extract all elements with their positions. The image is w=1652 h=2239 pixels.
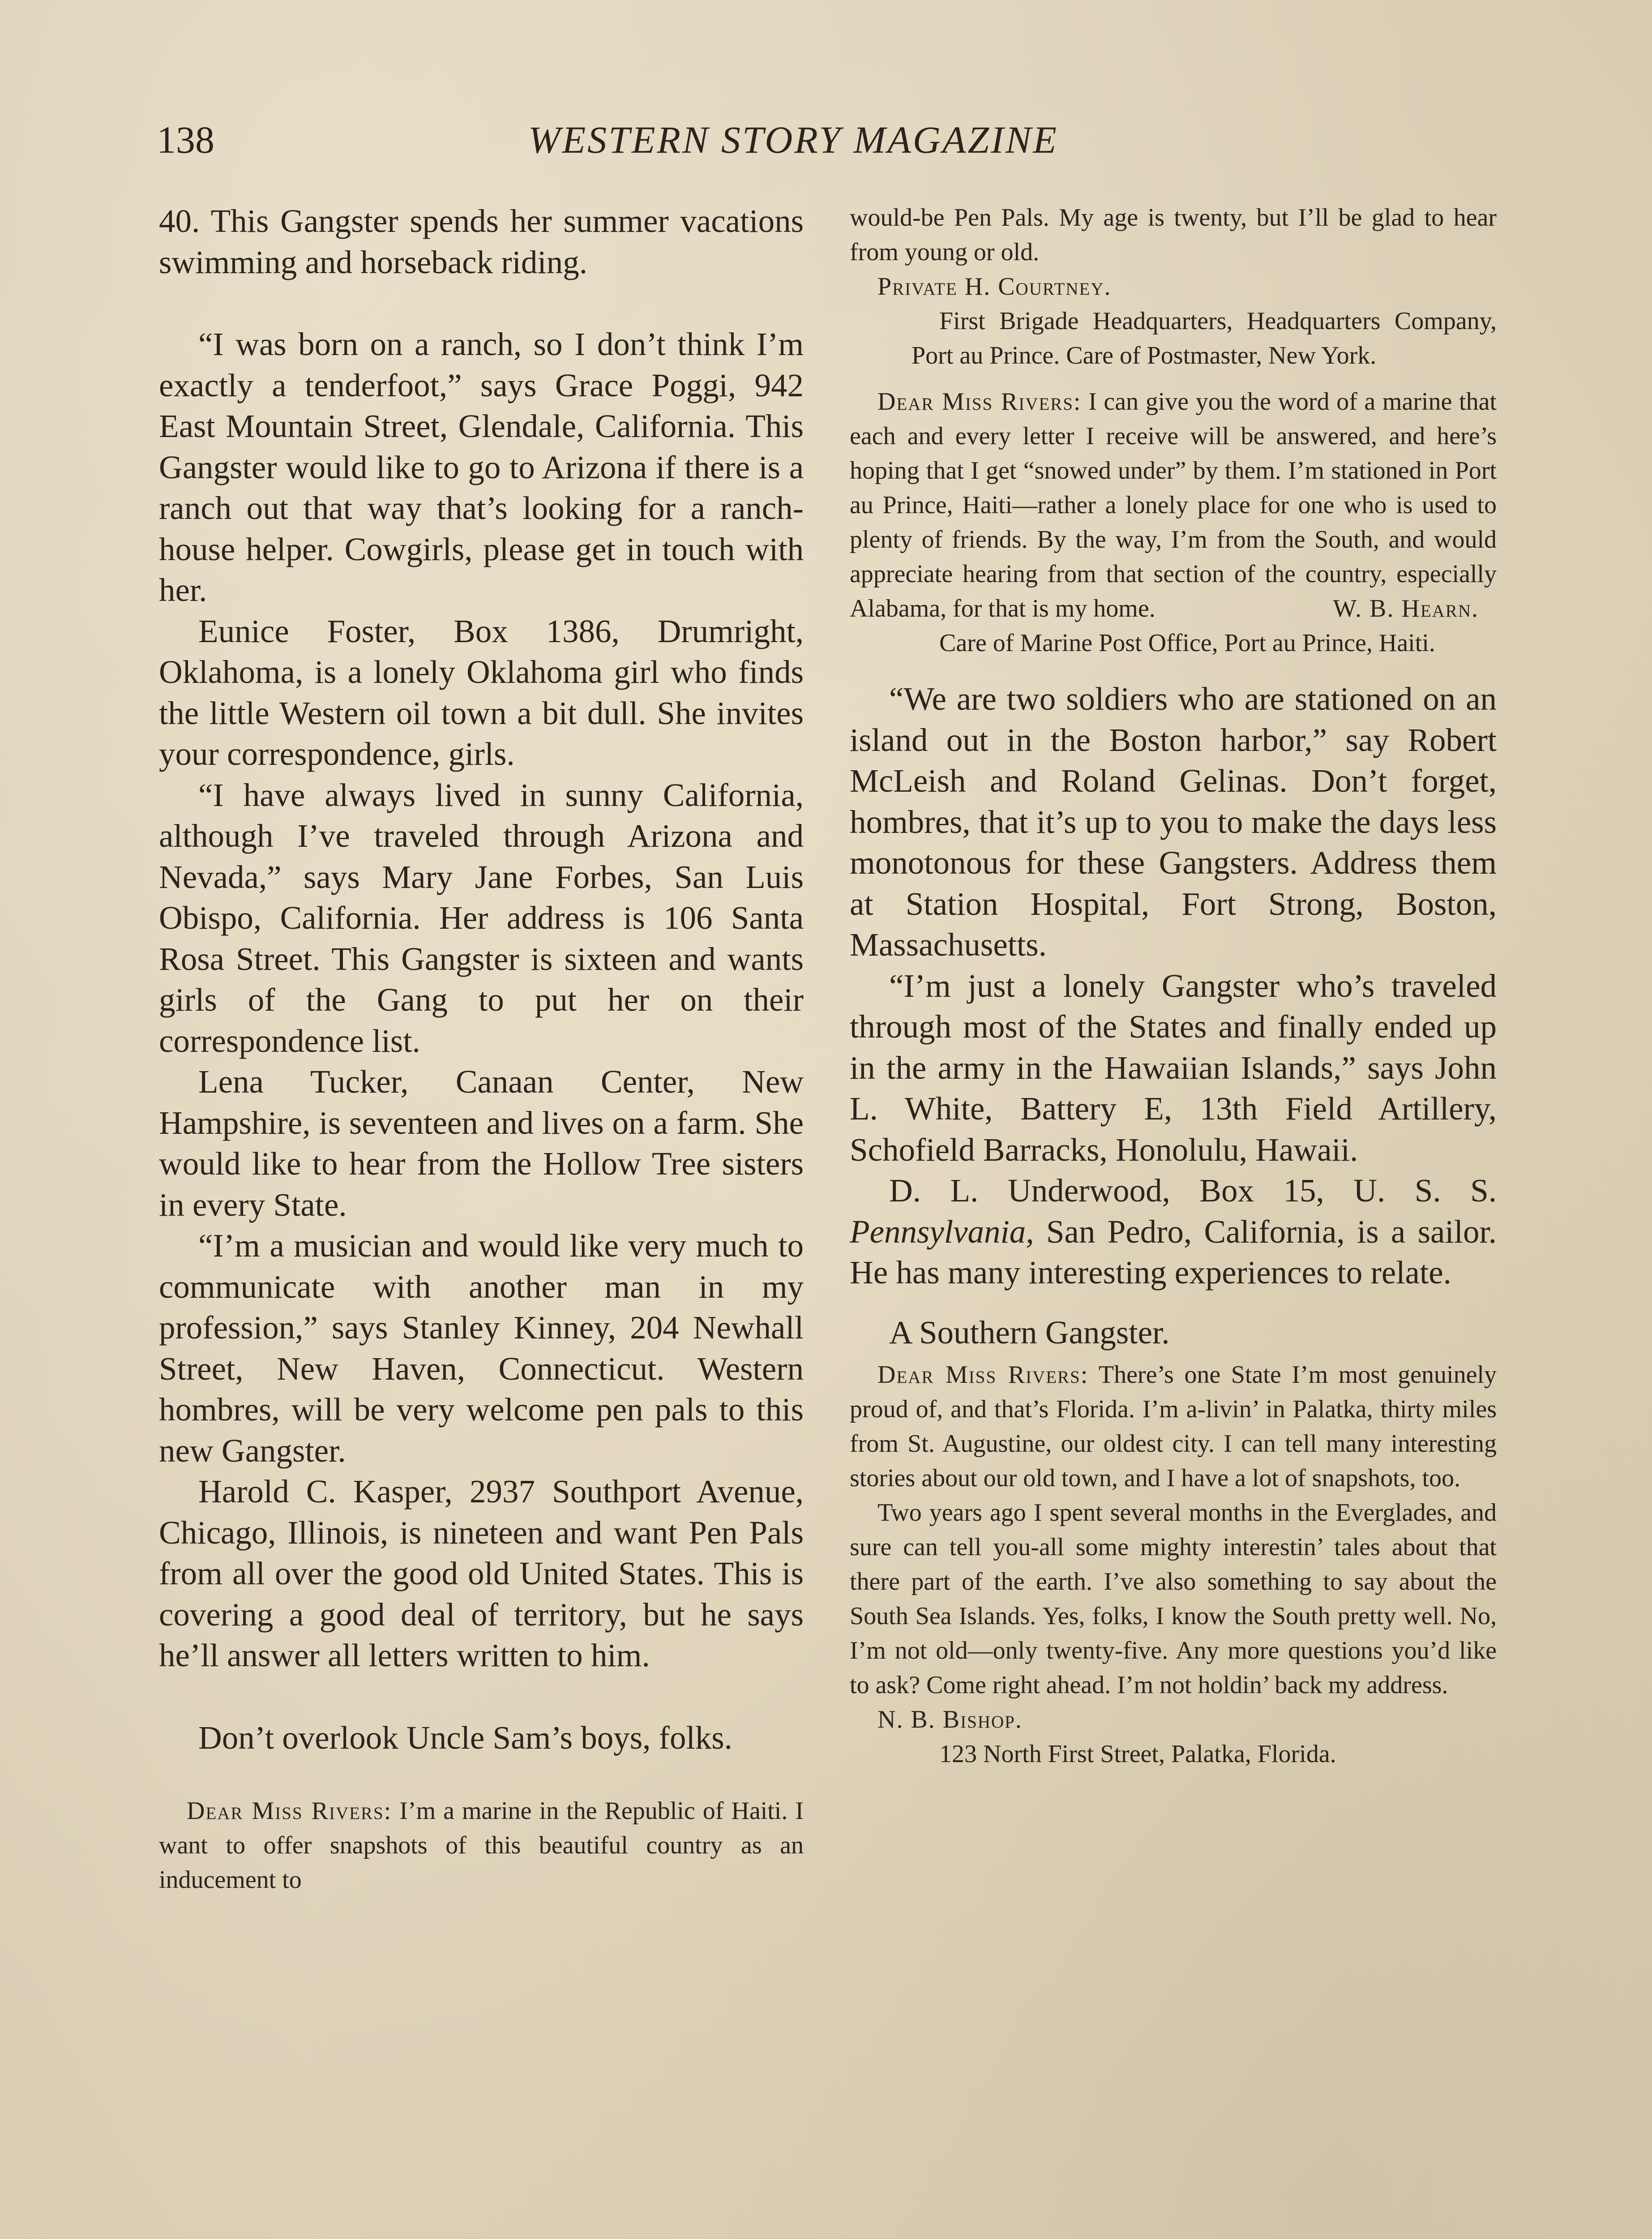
- paragraph: [850, 1170, 1497, 1293]
- paragraph: Don’t overlook Uncle Sam’s boys, folks.: [198, 1719, 732, 1756]
- letter: [850, 1358, 1497, 1771]
- page-header: [157, 117, 1500, 171]
- letter-text: I’m a marine in the Republic of Haiti. I want to offer snapshots of this beautiful country as an inducement to: [159, 1797, 804, 1894]
- letter-text: I can give you the word of a marine that each and every letter I receive will be answered, and here’s hoping that I get “snowed under” by them. I’m stationed in Port au Prince, Haiti—rather a lonely place for one who is used to plenty of friends. By the way, I’m from the South, and would appreciate hearing from that section of the country, especially Alabama, for that is my home.: [850, 388, 1497, 622]
- paragraph-text: San Pedro, California, is a sailor. He has many interesting experiences to relate.: [850, 1213, 1497, 1291]
- page-number: 138: [157, 118, 214, 161]
- letter-address: Care of Marine Post Office, Port au Prince, Haiti.: [939, 629, 1435, 657]
- paragraph: Eunice Foster, Box 1386, Drumright, Oklahoma, is a lonely Oklahoma girl who finds the little Western oil town a bit dull. She invites your correspondence, girls.: [159, 613, 804, 772]
- paragraph: Harold C. Kasper, 2937 Southport Avenue, Chicago, Illinois, is nineteen and want Pen Pals from all over the good old United States. This is covering a good deal of territory, but he says he’ll answer all letters written to him.: [159, 1473, 804, 1673]
- letter-body: Two years ago I spent several months in the Everglades, and sure can tell you-all some mighty interestin’ tales about that there part of the earth. I’ve also something to say about the South Sea Islands. Yes, folks, I know the South pretty well. No, I’m not old—only twenty-five. Any more questions you’d like to ask? Come right ahead. I’m not holdin’ back my address.: [850, 1498, 1497, 1699]
- letter-body: [850, 385, 1497, 626]
- paragraph: “I was born on a ranch, so I don’t think I’m exactly a tenderfoot,” says Grace Poggi, 942 East Mountain Street, Glendale, California. This Gangster would like to go to Arizona if there is a ranch out that way that’s looking for a ranch-house helper. Cowgirls, please get in touch with her.: [159, 326, 804, 608]
- paragraph: “I’m a musician and would like very much to communicate with another man in my profession,” says Stanley Kinney, 204 Newhall Street, New Haven, Connecticut. Western hombres, will be very welcome pen pals to this new Gangster.: [159, 1227, 804, 1469]
- paragraph-text: D. L. Underwood, Box 15, U. S. S.: [889, 1172, 1497, 1209]
- left-column: [159, 201, 804, 1897]
- letter-signature: Private H. Courtney.: [877, 273, 1112, 300]
- paragraph: 40. This Gangster spends her summer vacations swimming and horseback riding.: [159, 203, 804, 280]
- running-title: WESTERN STORY MAGAZINE: [528, 118, 1058, 161]
- letter-signature: N. B. Bishop.: [877, 1705, 1023, 1733]
- letter-salutation: Dear Miss Rivers:: [877, 1360, 1089, 1389]
- letter-address: First Brigade Headquarters, Headquarters Company, Port au Prince. Care of Postmaster, New York.: [912, 307, 1497, 369]
- letter: [850, 201, 1497, 373]
- letter-address: 123 North First Street, Palatka, Florida.: [939, 1740, 1336, 1768]
- letter: [850, 385, 1497, 661]
- letter-body: [159, 1794, 804, 1897]
- ship-name: Pennsylvania,: [850, 1213, 1034, 1250]
- letter-salutation: Dear Miss Rivers:: [877, 388, 1082, 416]
- letter-body: [850, 1358, 1497, 1496]
- letter: [159, 1794, 804, 1897]
- paragraph: “I’m just a lonely Gangster who’s traveled through most of the States and finally ended up in the army in the Hawaiian Islands,” says John L. White, Battery E, 13th Field Artillery, Schofield Barracks, Honolulu, Hawaii.: [850, 967, 1497, 1168]
- letter-salutation: Dear Miss Rivers:: [187, 1797, 392, 1825]
- right-column: [850, 201, 1497, 1771]
- body-text: [850, 678, 1497, 1293]
- section-heading: A Southern Gangster.: [889, 1314, 1170, 1351]
- letter-text: There’s one State I’m most genuinely proud of, and that’s Florida. I’m a-livin’ in Palatka, thirty miles from St. Augustine, our oldest city. I can tell many interesting stories about our old town, and I have a lot of snapshots, too.: [850, 1360, 1497, 1492]
- paragraph: “I have always lived in sunny California, although I’ve traveled through Arizona and Nevada,” says Mary Jane Forbes, San Luis Obispo, California. Her address is 106 Santa Rosa Street. This Gangster is sixteen and wants girls of the Gang to put her on their correspondence list.: [159, 776, 804, 1059]
- letter-signature: W. B. Hearn.: [1333, 595, 1479, 622]
- paragraph: Lena Tucker, Canaan Center, New Hampshire, is seventeen and lives on a farm. She would like to hear from the Hollow Tree sisters in every State.: [159, 1064, 804, 1223]
- letter-body: would-be Pen Pals. My age is twenty, but I’ll be glad to hear from young or old.: [850, 204, 1497, 266]
- paragraph: “We are two soldiers who are stationed on an island out in the Boston harbor,” say Robert McLeish and Roland Gelinas. Don’t forget, hombres, that it’s up to you to make the days less monotonous for these Gangsters. Address them at Station Hospital, Fort Strong, Boston, Massachusetts.: [850, 681, 1497, 963]
